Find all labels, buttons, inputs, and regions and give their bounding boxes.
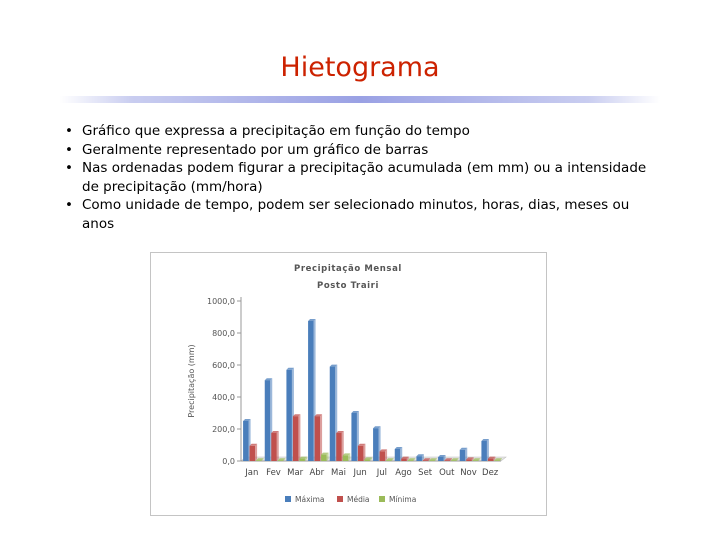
- bar-side: [277, 431, 279, 461]
- bullet-text: Como unidade de tempo, podem ser selecionado minutos, horas, dias, meses ou anos: [82, 197, 630, 232]
- bar: [380, 451, 386, 461]
- bar: [243, 421, 249, 461]
- y-tick-label: 1000,0: [207, 297, 235, 306]
- bullet-item: [62, 159, 662, 196]
- legend-swatch: [379, 496, 385, 502]
- slide-title: Hietograma: [280, 52, 440, 83]
- bullet-list: [62, 122, 662, 233]
- bar: [330, 367, 336, 461]
- x-tick-label: Ago: [395, 468, 412, 478]
- bar: [445, 460, 451, 461]
- bar: [278, 460, 284, 461]
- chart-title: Posto Trairi: [316, 281, 380, 291]
- bullet-text: Gráfico que expressa a precipitação em função do tempo: [82, 123, 470, 139]
- y-tick-label: 800,0: [212, 329, 235, 338]
- legend-label: Máxima: [295, 495, 325, 504]
- bar-side: [255, 444, 257, 461]
- chart-canvas: [151, 253, 546, 515]
- bullet-item: [62, 122, 662, 141]
- bar: [256, 460, 262, 461]
- bar: [466, 459, 472, 461]
- y-tick-label: 400,0: [212, 393, 235, 402]
- bar: [395, 449, 401, 461]
- y-tick-label: 600,0: [212, 361, 235, 370]
- bullet-marker: •: [65, 160, 73, 176]
- legend-swatch: [285, 496, 291, 502]
- legend-label: Mínima: [389, 495, 417, 504]
- x-tick-label: Mai: [331, 468, 346, 478]
- y-axis-label: Precipitação (mm): [187, 344, 196, 418]
- bar: [401, 459, 407, 461]
- bar: [494, 460, 500, 461]
- y-tick-label: 200,0: [212, 425, 235, 434]
- bar-side: [487, 439, 489, 461]
- bar: [438, 457, 444, 461]
- bullet-item: [62, 141, 662, 160]
- x-tick-label: Jul: [376, 468, 387, 478]
- bar: [351, 413, 357, 461]
- y-tick-label: 0,0: [222, 457, 235, 466]
- bar: [473, 460, 479, 461]
- x-tick-label: Fev: [266, 468, 281, 478]
- bar: [373, 428, 379, 461]
- precipitation-chart: [150, 252, 547, 516]
- chart-title: Precipitação Mensal: [294, 264, 402, 274]
- bullet-item: [62, 196, 662, 233]
- bar: [343, 455, 349, 461]
- bar: [250, 446, 256, 461]
- bar: [416, 456, 422, 461]
- x-tick-label: Set: [418, 468, 433, 478]
- bar: [308, 321, 314, 461]
- bar: [408, 460, 414, 461]
- x-tick-label: Abr: [309, 468, 325, 478]
- bar: [265, 380, 271, 461]
- bar: [321, 455, 327, 461]
- bar: [481, 441, 487, 461]
- bar: [460, 450, 466, 461]
- bar: [386, 460, 392, 461]
- x-tick-label: Out: [439, 468, 455, 478]
- bar: [299, 459, 305, 461]
- x-tick-label: Jun: [353, 468, 367, 478]
- bar-side: [298, 414, 300, 461]
- x-tick-label: Nov: [460, 468, 477, 478]
- bar: [423, 460, 429, 461]
- legend-label: Média: [347, 495, 370, 504]
- x-tick-label: Mar: [287, 468, 304, 478]
- bar: [293, 416, 299, 461]
- bar: [271, 433, 277, 461]
- bar-side: [363, 444, 365, 461]
- bullet-marker: •: [65, 123, 73, 139]
- bar: [451, 460, 457, 461]
- bar: [364, 459, 370, 461]
- x-tick-label: Dez: [482, 468, 499, 478]
- bar-side: [385, 449, 387, 461]
- bullet-marker: •: [65, 141, 73, 158]
- title-underline: [60, 96, 660, 103]
- bullet-text: Geralmente representado por um gráfico de barras: [82, 141, 429, 158]
- bar: [358, 446, 364, 461]
- bar: [286, 370, 292, 461]
- bar: [429, 460, 435, 461]
- bar: [336, 433, 342, 461]
- legend-swatch: [337, 496, 343, 502]
- x-tick-label: Jan: [245, 468, 259, 478]
- bullet-marker: •: [65, 197, 73, 213]
- bar: [488, 459, 494, 461]
- bullet-text: Nas ordenadas podem figurar a precipitação acumulada (em mm) ou a intensidade de precipitação (mm/hora): [82, 160, 647, 195]
- bar: [315, 416, 321, 461]
